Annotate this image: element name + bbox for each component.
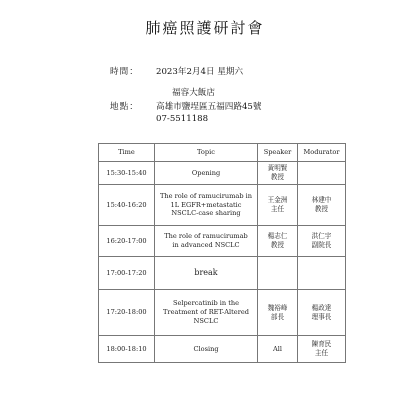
agenda-header-row: [99, 144, 346, 162]
row-time: 17:00-17:20: [99, 257, 155, 290]
speaker-name: 王金洲: [267, 196, 288, 205]
topic-line: in advanced NSCLC: [172, 241, 240, 249]
row-topic: [155, 257, 258, 290]
topic-line: break: [194, 267, 218, 277]
speaker-title: 部長: [270, 312, 285, 321]
moderator-name: 林建中: [311, 196, 332, 205]
venue-address: 高雄市鹽埕區五福四路45號: [156, 102, 262, 112]
header-topic: Topic: [155, 144, 258, 162]
row-speaker: [258, 257, 298, 290]
speaker-name: 黃明賢: [267, 164, 288, 173]
row-time: 17:20-18:00: [99, 290, 155, 336]
place-label: 地點：: [110, 102, 139, 112]
topic-line: NSCLC-case sharing: [171, 209, 241, 218]
row-topic: [155, 290, 258, 336]
row-time: 16:20-17:00: [99, 226, 155, 257]
topic-line: Treatment of RET-Altered: [163, 308, 249, 317]
row-topic: [155, 336, 258, 363]
row-speaker: [258, 185, 298, 226]
row-moderator: [298, 162, 346, 185]
row-moderator: [298, 185, 346, 226]
topic-line: Closing: [193, 344, 219, 353]
speaker-name: All: [273, 344, 282, 353]
topic-line: Selpercatinib in the: [172, 299, 240, 308]
header-moderator: Modurator: [298, 144, 346, 162]
row-topic: [155, 162, 258, 185]
agenda-row: [99, 185, 346, 226]
row-time: 18:00-18:10: [99, 336, 155, 363]
speaker-name: 楊志仁: [267, 232, 288, 241]
moderator-title: 教授: [314, 205, 329, 213]
agenda-table: [98, 143, 346, 363]
time-value: 2023年2月4日 星期六: [156, 67, 244, 77]
row-time: 15:40-16:20: [99, 185, 155, 226]
row-moderator: [298, 336, 346, 363]
row-moderator: [298, 226, 346, 257]
speaker-title: 教授: [270, 241, 285, 249]
header-time: Time: [99, 144, 155, 162]
row-topic: [155, 185, 258, 226]
moderator-name: 陳育民: [311, 340, 332, 349]
row-speaker: [258, 336, 298, 363]
header-speaker: Speaker: [258, 144, 298, 162]
agenda-row: [99, 257, 346, 290]
moderator-title: 主任: [314, 349, 329, 357]
moderator-name: 洪仁宇: [311, 232, 332, 241]
moderator-title: 副院長: [311, 241, 332, 249]
row-speaker: [258, 162, 298, 185]
row-time: 15:30-15:40: [99, 162, 155, 185]
row-speaker: [258, 226, 298, 257]
speaker-title: 主任: [270, 205, 285, 213]
row-moderator: [298, 257, 346, 290]
venue-name: 福容大飯店: [172, 88, 215, 98]
venue-phone: 07-5511188: [156, 114, 209, 124]
topic-line: 1L EGFR+metastatic: [170, 200, 242, 209]
row-speaker: [258, 290, 298, 336]
topic-line: Opening: [191, 168, 221, 177]
row-topic: [155, 226, 258, 257]
agenda-row: [99, 290, 346, 336]
agenda-row: [99, 226, 346, 257]
time-label: 時間：: [110, 67, 139, 77]
agenda-row: [99, 336, 346, 363]
agenda-row: [99, 162, 346, 185]
page-title: 肺癌照護研討會: [145, 19, 265, 37]
topic-line: NSCLC: [193, 316, 219, 325]
row-moderator: [298, 290, 346, 336]
speaker-title: 教授: [270, 173, 285, 181]
moderator-title: 理事長: [311, 312, 332, 321]
topic-line: The role of ramucirumab in: [159, 191, 253, 200]
speaker-name: 魏裕峰: [267, 303, 288, 312]
moderator-name: 楊政達: [311, 303, 332, 312]
topic-line: The role of ramucirumab: [164, 232, 248, 241]
